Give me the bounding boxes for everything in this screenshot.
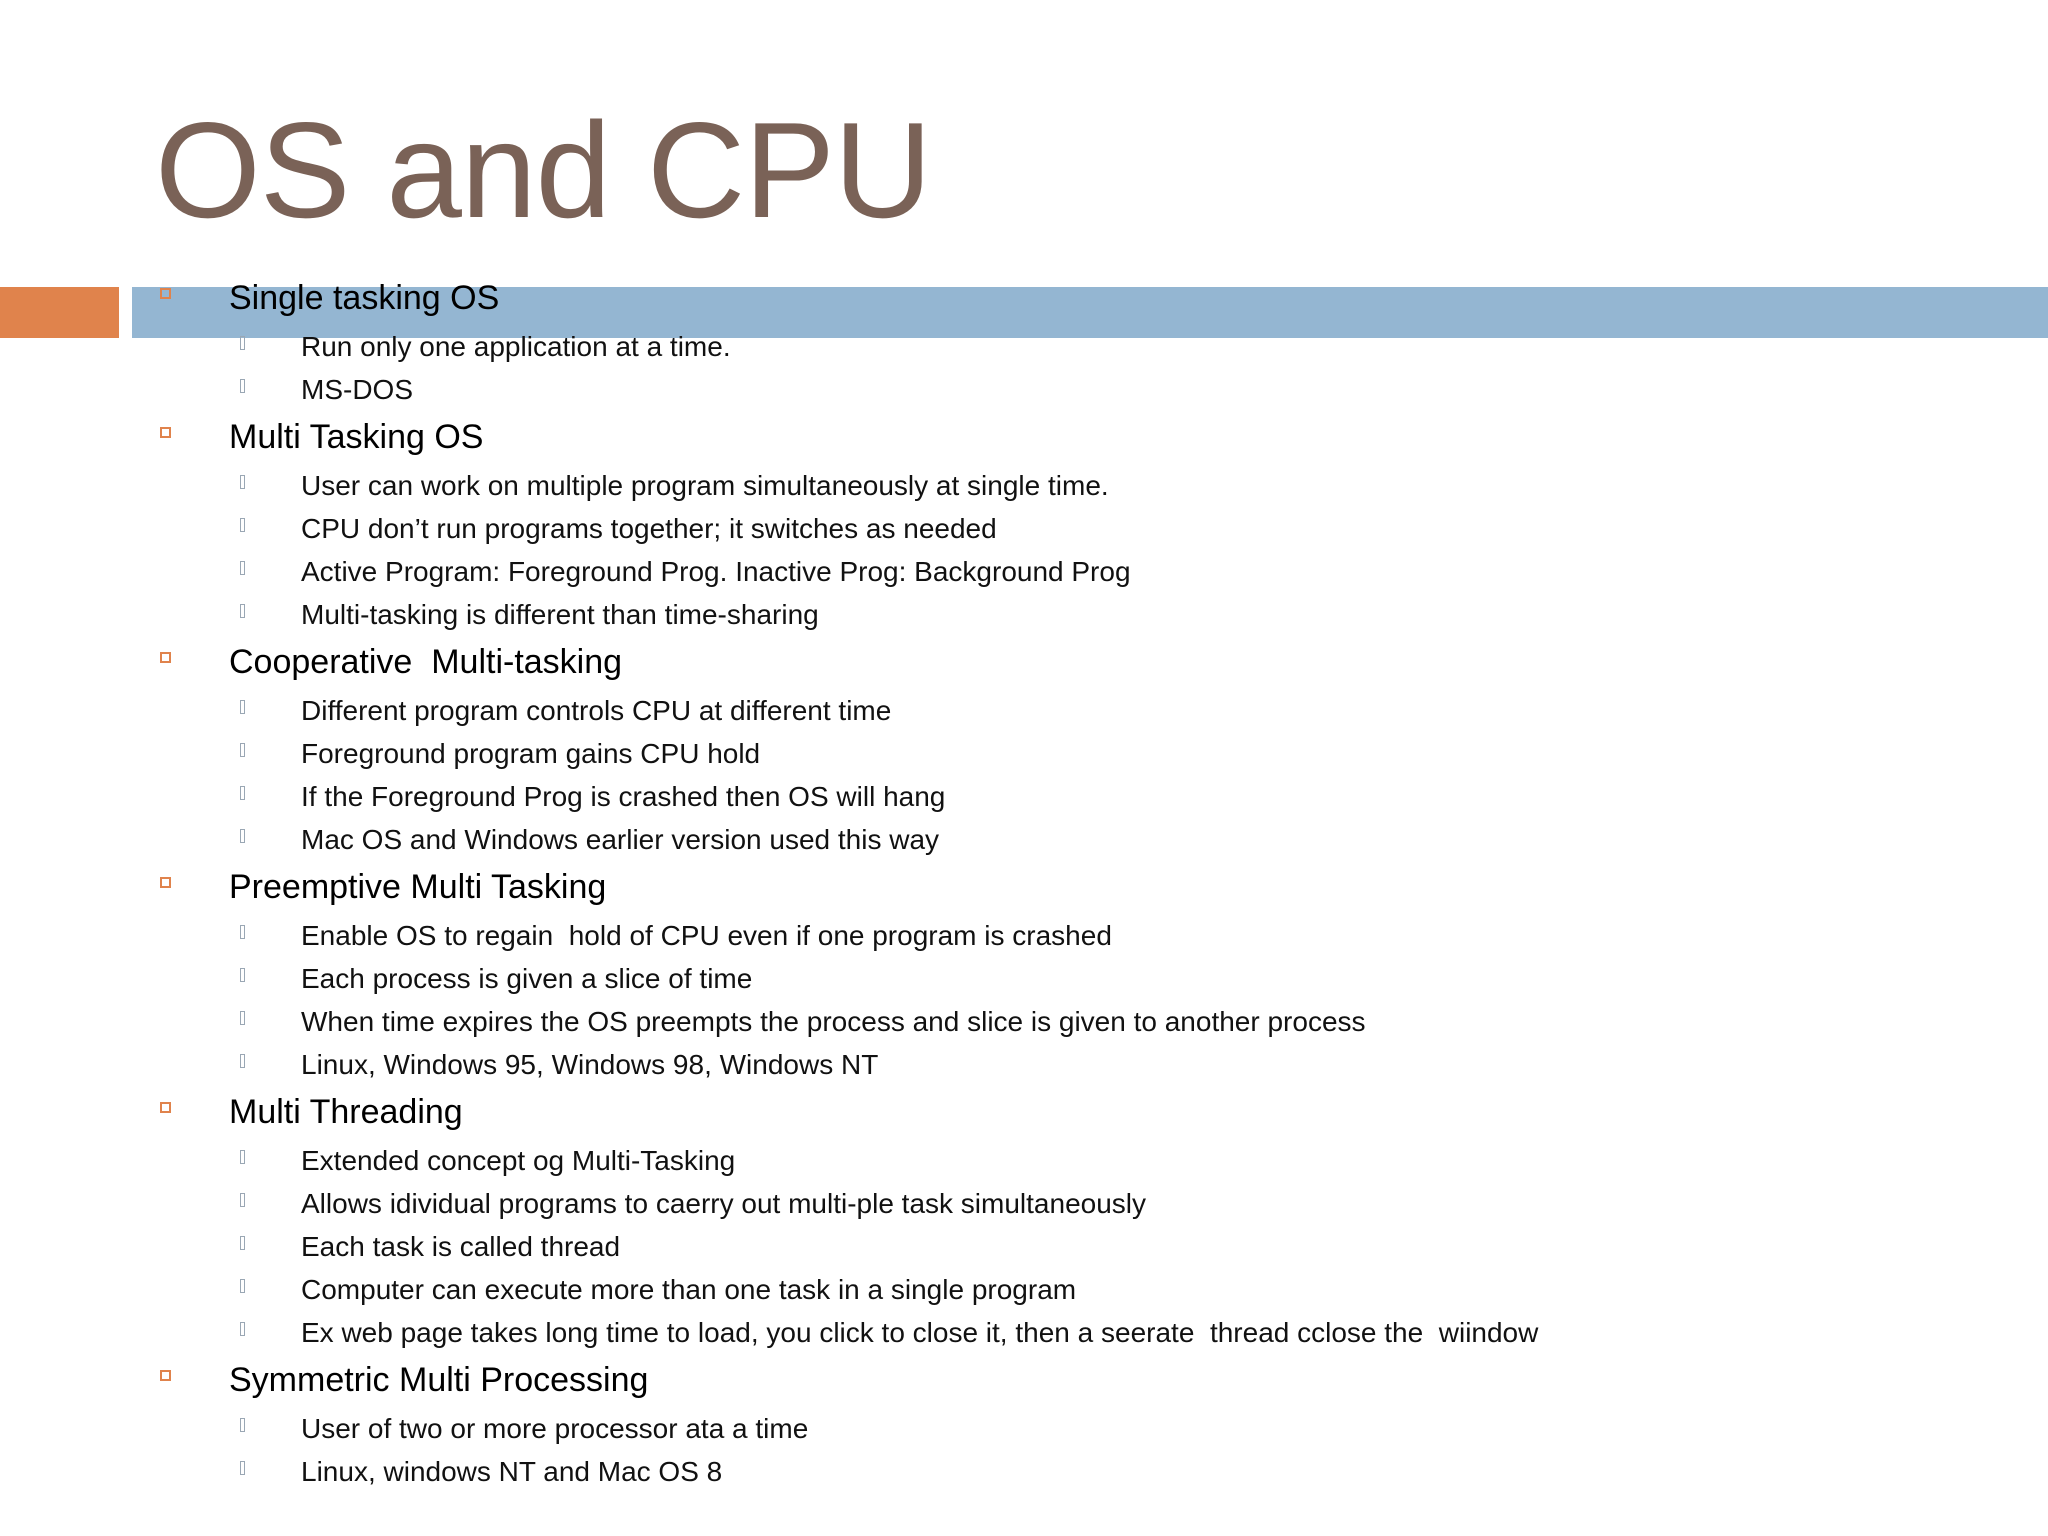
bullet-text: Extended concept og Multi-Tasking <box>301 1145 736 1176</box>
bullet-level2 <box>0 1043 2048 1086</box>
bullet-text: Active Program: Foreground Prog. Inactive Prog: Background Prog <box>301 556 1131 587</box>
small-box-icon <box>240 925 245 939</box>
small-box-icon <box>240 518 245 532</box>
bullet-level2 <box>0 689 2048 732</box>
bullet-text: If the Foreground Prog is crashed then OS will hang <box>301 781 946 812</box>
hollow-square-icon <box>160 877 171 888</box>
bullet-text: CPU don’t run programs together; it switches as needed <box>301 513 997 544</box>
bullet-level2 <box>0 1225 2048 1268</box>
small-box-icon <box>240 561 245 575</box>
bullet-level2 <box>0 368 2048 411</box>
bullet-level1 <box>0 411 2048 464</box>
bullet-text: When time expires the OS preempts the process and slice is given to another process <box>301 1006 1366 1037</box>
bullet-level2 <box>0 957 2048 1000</box>
small-box-icon <box>240 1150 245 1164</box>
small-box-icon <box>240 1236 245 1250</box>
bullet-level2 <box>0 1268 2048 1311</box>
bullet-level1 <box>0 636 2048 689</box>
bullet-level2 <box>0 1311 2048 1354</box>
bullet-text: Each process is given a slice of time <box>301 963 753 994</box>
bullet-list <box>0 272 2048 1493</box>
bullet-text: Foreground program gains CPU hold <box>301 738 761 769</box>
bullet-text: Allows idividual programs to caerry out multi-ple task simultaneously <box>301 1188 1147 1219</box>
small-box-icon <box>240 968 245 982</box>
small-box-icon <box>240 604 245 618</box>
bullet-level2 <box>0 732 2048 775</box>
bullet-text: MS-DOS <box>301 374 413 405</box>
bullet-text: User of two or more processor ata a time <box>301 1413 809 1444</box>
bullet-text: Ex web page takes long time to load, you click to close it, then a seerate thread cclose the wiindow <box>301 1317 1539 1348</box>
bullet-level2 <box>0 1139 2048 1182</box>
hollow-square-icon <box>160 288 171 299</box>
small-box-icon <box>240 1418 245 1432</box>
small-box-icon <box>240 829 245 843</box>
bullet-heading: Multi Threading <box>229 1093 463 1131</box>
bullet-level2 <box>0 914 2048 957</box>
bullet-level2 <box>0 1407 2048 1450</box>
small-box-icon <box>240 475 245 489</box>
bullet-text: Different program controls CPU at different time <box>301 695 892 726</box>
hollow-square-icon <box>160 1102 171 1113</box>
hollow-square-icon <box>160 1370 171 1381</box>
bullet-text: Run only one application at a time. <box>301 331 731 362</box>
small-box-icon <box>240 336 245 350</box>
bullet-level1 <box>0 861 2048 914</box>
small-box-icon <box>240 700 245 714</box>
bullet-level2 <box>0 550 2048 593</box>
small-box-icon <box>240 379 245 393</box>
hollow-square-icon <box>160 427 171 438</box>
small-box-icon <box>240 743 245 757</box>
small-box-icon <box>240 1322 245 1336</box>
bullet-level2 <box>0 593 2048 636</box>
small-box-icon <box>240 786 245 800</box>
bullet-level2 <box>0 1450 2048 1493</box>
bullet-text: Multi-tasking is different than time-sharing <box>301 599 819 630</box>
bullet-level2 <box>0 507 2048 550</box>
bullet-text: Mac OS and Windows earlier version used this way <box>301 824 940 855</box>
bullet-text: Each task is called thread <box>301 1231 621 1262</box>
bullet-text: Enable OS to regain hold of CPU even if one program is crashed <box>301 920 1112 951</box>
bullet-level2 <box>0 464 2048 507</box>
bullet-level2 <box>0 775 2048 818</box>
small-box-icon <box>240 1461 245 1475</box>
bullet-text: Computer can execute more than one task in a single program <box>301 1274 1077 1305</box>
bullet-level2 <box>0 325 2048 368</box>
hollow-square-icon <box>160 652 171 663</box>
bullet-level2 <box>0 1182 2048 1225</box>
bullet-heading: Preemptive Multi Tasking <box>229 868 607 906</box>
bullet-heading: Symmetric Multi Processing <box>229 1361 649 1399</box>
small-box-icon <box>240 1279 245 1293</box>
bullet-level1 <box>0 1086 2048 1139</box>
bullet-level2 <box>0 818 2048 861</box>
bullet-level2 <box>0 1000 2048 1043</box>
slide-title: OS and CPU <box>155 94 932 246</box>
bullet-level1 <box>0 272 2048 325</box>
small-box-icon <box>240 1054 245 1068</box>
small-box-icon <box>240 1193 245 1207</box>
bullet-level1 <box>0 1354 2048 1407</box>
bullet-heading: Single tasking OS <box>229 279 500 317</box>
bullet-text: Linux, windows NT and Mac OS 8 <box>301 1456 723 1487</box>
bullet-text: Linux, Windows 95, Windows 98, Windows NT <box>301 1049 879 1080</box>
small-box-icon <box>240 1011 245 1025</box>
bullet-text: User can work on multiple program simultaneously at single time. <box>301 470 1109 501</box>
bullet-heading: Multi Tasking OS <box>229 418 484 456</box>
bullet-heading: Cooperative Multi-tasking <box>229 643 623 681</box>
